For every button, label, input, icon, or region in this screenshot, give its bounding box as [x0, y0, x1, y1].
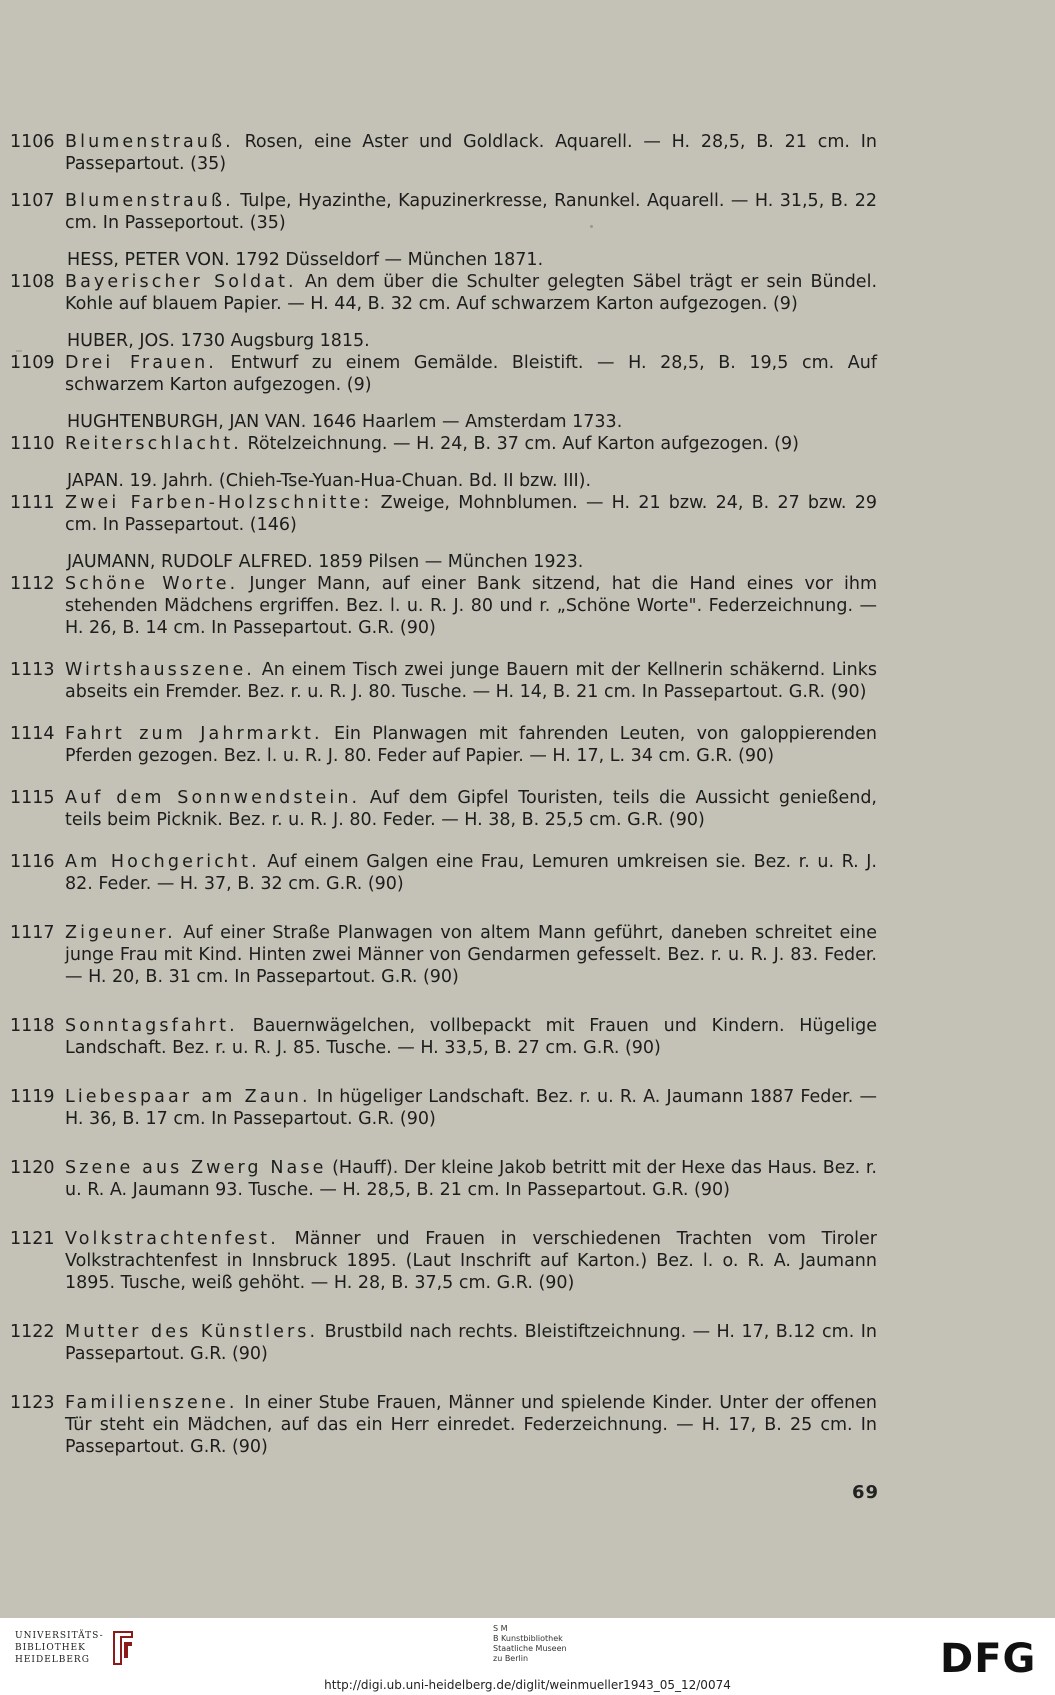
item-number: 1112 — [10, 574, 55, 594]
item-description: Auf dem Gipfel Touristen, teils die Aussicht genießend, teils beim Picknik. Bez. r. u. R. J. 80. Feder. — H. 38, B. 25,5 cm. G.R. (90) — [65, 788, 877, 830]
item-number: 1116 — [10, 852, 55, 872]
item-description: Ein Planwagen mit fahrenden Leuten, von galoppierenden Pferden gezogen. Bez. l. u. R. J. 80. Feder auf Papier. — H. 17, L. 34 cm. G.R. (90) — [65, 724, 878, 766]
item-title: Familienszene. — [65, 1393, 238, 1413]
item-description: Junger Mann, auf einer Bank sitzend, hat die Hand eines vor ihm stehenden Mädchens ergriffen. Bez. l. u. R. J. 80 und r. „Schöne Worte". Federzeichnung. — H. 26, B. 14 cm. In Passepartout. G.R. (90) — [65, 574, 877, 638]
item-title: Schöne Worte. — [65, 574, 239, 594]
item-description: Zweige, Mohnblumen. — H. 21 bzw. 24, B. 27 bzw. 29 cm. In Passepartout. (146) — [65, 493, 877, 535]
item-title: Zigeuner. — [65, 923, 176, 943]
item-title: Blumenstrauß. — [65, 191, 234, 211]
item-description: Bauernwägelchen, vollbepackt mit Frauen und Kindern. Hügelige Landschaft. Bez. r. u. R. J. 85. Tusche. — H. 33,5, B. 27 cm. G.R. (90) — [65, 1016, 877, 1058]
catalog-item — [0, 131, 1055, 175]
item-number: 1109 — [10, 353, 55, 373]
catalog-item — [0, 352, 1055, 396]
stamp-line: B Kunstbibliothek — [493, 1634, 563, 1643]
item-title: Mutter des Künstlers. — [65, 1322, 319, 1342]
catalog-item — [0, 1321, 1055, 1365]
page-number: 69 — [852, 1482, 880, 1503]
library-stamp — [493, 1624, 567, 1664]
item-description: Auf einer Straße Planwagen von altem Mann geführt, daneben schreitet eine junge Frau mit Kind. Hinten zwei Männer von Gendarmen gefesselt. Bez. r. u. R. J. 83. Feder. — H. 20, B. 31 cm. In Passepartout. G.R. (90) — [65, 923, 877, 987]
permalink-url[interactable]: http://digi.ub.uni-heidelberg.de/diglit/weinmueller1943_05_12/0074 — [324, 1678, 731, 1692]
item-title: Am Hochgericht. — [65, 852, 260, 872]
item-number: 1111 — [10, 493, 55, 513]
item-description: Entwurf zu einem Gemälde. Bleistift. — H. 28,5, B. 19,5 cm. Auf schwarzem Karton aufgezogen. (9) — [65, 353, 878, 395]
item-number: 1110 — [10, 434, 55, 454]
university-line: HEIDELBERG — [15, 1655, 90, 1665]
item-number: 1114 — [10, 724, 55, 744]
item-number: 1115 — [10, 788, 55, 808]
item-number: 1118 — [10, 1016, 55, 1036]
catalog-item — [0, 573, 1055, 639]
item-number: 1117 — [10, 923, 55, 943]
university-library-logo[interactable] — [15, 1628, 136, 1668]
viewer-footer — [0, 1618, 1055, 1695]
item-description: Brustbild nach rechts. Bleistiftzeichnung. — H. 17, B.12 cm. In Passepartout. G.R. (90) — [65, 1322, 877, 1364]
dfg-logo[interactable]: DFG — [940, 1636, 1037, 1682]
catalog-item — [0, 433, 1055, 455]
artist-heading: HESS, PETER VON. 1792 Düsseldorf — München 1871. — [67, 250, 544, 270]
catalog-item — [0, 1086, 1055, 1130]
university-line: BIBLIOTHEK — [15, 1643, 86, 1653]
item-title: Sonntagsfahrt. — [65, 1016, 238, 1036]
catalog-item — [0, 659, 1055, 703]
item-title: Fahrt zum Jahrmarkt. — [65, 724, 323, 744]
item-title: Liebespaar am Zaun. — [65, 1087, 311, 1107]
item-number: 1122 — [10, 1322, 55, 1342]
item-description: Tulpe, Hyazinthe, Kapuzinerkresse, Ranunkel. Aquarell. — H. 31,5, B. 22 cm. In Passeportout. (35) — [65, 191, 877, 233]
item-title: Bayerischer Soldat. — [65, 272, 297, 292]
university-line: UNIVERSITÄTS- — [15, 1631, 104, 1641]
university-logo-icon — [110, 1628, 136, 1668]
artist-heading: JAPAN. 19. Jahrh. (Chieh-Tse-Yuan-Hua-Chuan. Bd. II bzw. III). — [67, 471, 592, 491]
stamp-line: S M — [493, 1624, 508, 1633]
catalog-item — [0, 787, 1055, 831]
item-number: 1119 — [10, 1087, 55, 1107]
catalog-item — [0, 1157, 1055, 1201]
item-number: 1113 — [10, 660, 55, 680]
artist-heading: JAUMANN, RUDOLF ALFRED. 1859 Pilsen — München 1923. — [67, 552, 584, 572]
catalog-item — [0, 1015, 1055, 1059]
item-description: An dem über die Schulter gelegten Säbel trägt er sein Bündel. Kohle auf blauem Papier. — H. 44, B. 32 cm. Auf schwarzem Karton aufgezogen. (9) — [65, 272, 878, 314]
item-description: (Hauff). Der kleine Jakob betritt mit der Hexe das Haus. Bez. r. u. R. A. Jaumann 93. Tusche. — H. 28,5, B. 21 cm. In Passepartout. G.R. (90) — [65, 1158, 877, 1200]
item-title: Wirtshausszene. — [65, 660, 255, 680]
item-title: Szene aus Zwerg Nase — [65, 1158, 327, 1178]
catalog-item — [0, 723, 1055, 767]
catalog-item — [0, 1228, 1055, 1294]
catalog-item — [0, 851, 1055, 895]
item-description: In einer Stube Frauen, Männer und spielende Kinder. Unter der offenen Tür steht ein Mädchen, auf das ein Herr einredet. Federzeichnung. — H. 17, B. 25 cm. In Passepartout. G.R. (90) — [65, 1393, 877, 1457]
catalog-entries — [0, 131, 1055, 1458]
item-title: Volkstrachtenfest. — [65, 1229, 279, 1249]
stamp-line: Staatliche Museen — [493, 1644, 567, 1653]
item-title: Zwei Farben-Holzschnitte: — [65, 493, 373, 513]
item-number: 1107 — [10, 191, 55, 211]
catalog-item — [0, 492, 1055, 536]
artist-heading: HUBER, JOS. 1730 Augsburg 1815. — [67, 331, 370, 351]
item-description: Rosen, eine Aster und Goldlack. Aquarell. — H. 28,5, B. 21 cm. In Passepartout. (35) — [65, 132, 877, 174]
artist-heading: HUGHTENBURGH, JAN VAN. 1646 Haarlem — Amsterdam 1733. — [67, 412, 623, 432]
item-title: Blumenstrauß. — [65, 132, 234, 152]
item-number: 1120 — [10, 1158, 55, 1178]
item-description: In hügeliger Landschaft. Bez. r. u. R. A. Jaumann 1887 Feder. — H. 36, B. 17 cm. In Passepartout. G.R. (90) — [65, 1087, 877, 1129]
item-description: An einem Tisch zwei junge Bauern mit der Kellnerin schäkernd. Links abseits ein Fremder. Bez. r. u. R. J. 80. Tusche. — H. 14, B. 21 cm. In Passepartout. G.R. (90) — [65, 660, 877, 702]
item-description: Auf einem Galgen eine Frau, Lemuren umkreisen sie. Bez. r. u. R. J. 82. Feder. — H. 37, B. 32 cm. G.R. (90) — [65, 852, 877, 894]
item-title: Drei Frauen. — [65, 353, 217, 373]
catalog-item — [0, 190, 1055, 234]
item-number: 1123 — [10, 1393, 55, 1413]
stamp-line: zu Berlin — [493, 1654, 529, 1663]
item-description: Rötelzeichnung. — H. 24, B. 37 cm. Auf Karton aufgezogen. (9) — [241, 434, 799, 454]
catalog-item — [0, 1392, 1055, 1458]
item-number: 1106 — [10, 132, 55, 152]
item-number: 1121 — [10, 1229, 55, 1249]
item-title: Reiterschlacht. — [65, 434, 242, 454]
item-description: Männer und Frauen in verschiedenen Trachten vom Tiroler Volkstrachtenfest in Innsbruck 1895. (Laut Inschrift auf Karton.) Bez. l. o. R. A. Jaumann 1895. Tusche, weiß gehöht. — H. 28, B. 37,5 cm. G.R. (90) — [65, 1229, 877, 1293]
item-number: 1108 — [10, 272, 55, 292]
catalog-item — [0, 922, 1055, 988]
item-title: Auf dem Sonnwendstein. — [65, 788, 361, 808]
catalog-item — [0, 271, 1055, 315]
